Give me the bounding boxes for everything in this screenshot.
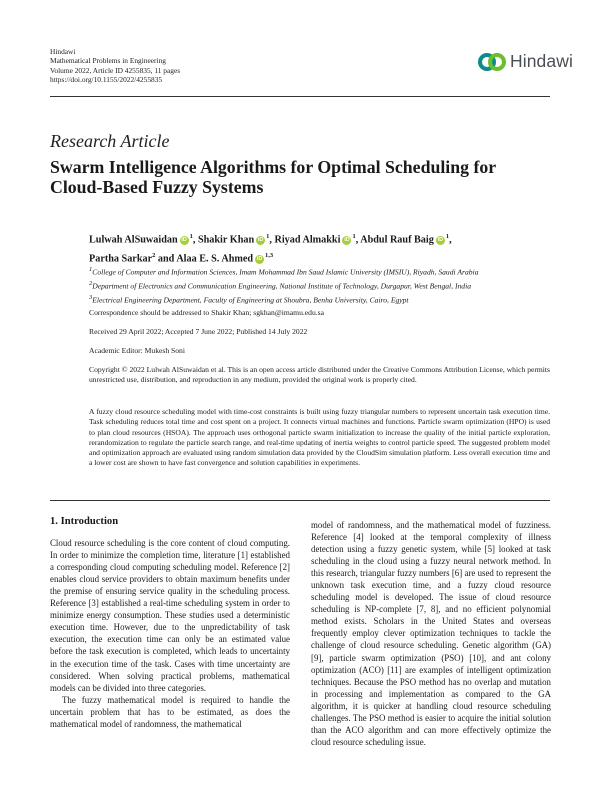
logo-wordmark: Hindawi bbox=[510, 51, 573, 71]
article-type: Research Article bbox=[50, 131, 170, 151]
orcid-icon[interactable]: iD bbox=[437, 237, 444, 244]
abstract: A fuzzy cloud resource scheduling model with time-cost constraints is built using fuzzy triangular numbers to represent uncertain task execution time. Task scheduling reduces total time and cost spent on a project. It connects virtual machines and functions. Particle swarm optimization (HPO) is used to plan cloud resources (HSOA). The approach uses orthogonal particle swarm initialization to increase the quality of the initial particle exploration, rerandomization to regulate the particle search range, and real-time updating of inertia weights to control particle speed. The suggested problem model and optimization approach are evaluated using random simulation data provided by the CloudSim simulation platform. Less overall execution time and a lower cost are shown to have fast convergence and solution capabilities in experiments. bbox=[89, 407, 550, 468]
copyright-notice: Copyright © 2022 Lulwah AlSuwaidan et al. This is an open access article distributed under the Creative Commons Attribution License, which permits unrestricted use, distribution, and reproduction in any medium, provided the original work is properly cited. bbox=[89, 365, 550, 385]
left-column bbox=[50, 516, 290, 730]
right-column bbox=[311, 519, 551, 748]
author-name: Alaa E. S. Ahmed bbox=[176, 253, 254, 265]
doi-link[interactable]: https://doi.org/10.1155/2022/4255835 bbox=[50, 75, 163, 85]
author-name: Lulwah AlSuwaidan bbox=[89, 234, 178, 246]
author-affil-sup: 1 bbox=[352, 233, 356, 240]
journal-meta bbox=[50, 47, 180, 85]
body-paragraph: The fuzzy mathematical model is required to handle the uncertain problem that has to be estimated, as does the mathematical model of randomness, the mathematical bbox=[50, 694, 290, 729]
affiliation-item: $^3$Electrical Engineering Department, Faculty of Engineering at Shoubra, Benha University, Cairo, Egypt bbox=[89, 293, 409, 305]
journal-name: Mathematical Problems in Engineering bbox=[50, 56, 166, 66]
publisher-name: Hindawi bbox=[50, 47, 76, 56]
abstract-rule bbox=[50, 500, 550, 501]
body-paragraph: Cloud resource scheduling is the core content of cloud computing. In order to minimize the completion time, literature [1] established a corresponding cloud computing scheduling model. Reference [2] enables cloud service providers to obtain maximum benefits under the premise of ensuring service quality in the scheduling process. Reference [3] established a real-time scheduling system in order to minimize energy consumption. These studies used a deterministic execution time. However, due to the unpredictability of task execution, the execution time can only be an estimated value before the task execution is completed, which leads to uncertainty in the execution time of the task. Cases with time uncertainty are considered. When solving practical problems, mathematical models can be divided into three categories. bbox=[50, 538, 290, 693]
body-paragraph: model of randomness, and the mathematical model of fuzziness. Reference [4] looked at the temporal complexity of illness detection using a fuzzy genetic system, while [5] looked at task scheduling in the cloud using a fuzzy neural network method. In this research, triangular fuzzy numbers [6] are used to represent the unknown task execution time, and a fuzzy cloud resource scheduling model is developed. The issue of cloud resource scheduling is NP-complete [7, 8], and no efficient polynomial method exists. Scholars in the United States and overseas frequently employ clever optimization techniques to tackle the challenge of cloud resource scheduling. Genetic algorithm (GA) [9], particle swarm optimization (PSO) [10], and ant colony optimization (ACO) [11] are examples of intelligent optimization techniques. Because the PSO method has no overlap and mutation in processing and implementation as compared to the GA algorithm, it is quicker at handling cloud resource scheduling challenges. The PSO method is easier to acquire the initial solution than the ACO algorithm and can more effectively optimize the cloud resource scheduling issue. bbox=[311, 520, 551, 747]
header-rule bbox=[50, 96, 550, 97]
academic-editor: Academic Editor: Mukesh Soni bbox=[89, 346, 185, 355]
affiliation-item: $^1$College of Computer and Information Sciences, Imam Mohammad Ibn Saud Islamic University (IMSIU), Riyadh, Saudi Arabia bbox=[89, 266, 479, 277]
orcid-icon[interactable]: iD bbox=[256, 256, 263, 263]
author-affil-sup: 1,3 bbox=[265, 251, 274, 259]
affiliation-item: $^2$Department of Electronics and Communication Engineering, National Institute of Technology, Durgapur, West Bengal, India bbox=[89, 279, 471, 291]
author-name: Partha Sarkar bbox=[89, 253, 153, 265]
affiliations bbox=[89, 264, 559, 305]
paper-title: Swarm Intelligence Algorithms for Optimal Scheduling for Cloud-Based Fuzzy Systems bbox=[50, 157, 496, 197]
hindawi-logo bbox=[478, 51, 573, 72]
section-heading: 1. Introduction bbox=[50, 516, 119, 527]
author-affil-sup: 2 bbox=[152, 251, 156, 259]
author-name: Abdul Rauf Baig bbox=[360, 234, 434, 246]
hindawi-logo-icon bbox=[478, 52, 506, 72]
author-affil-sup: 1 bbox=[189, 233, 193, 240]
correspondence: Correspondence should be addressed to Shakir Khan; sgkhan@imamu.edu.sa bbox=[89, 308, 324, 317]
orcid-icon[interactable]: iD bbox=[344, 237, 350, 244]
author-affil-sup: 1 bbox=[445, 233, 450, 240]
author-name: Riyad Almakki bbox=[274, 234, 341, 246]
publication-dates: Received 29 April 2022; Accepted 7 June 2022; Published 14 July 2022 bbox=[89, 327, 308, 336]
volume-info: Volume 2022, Article ID 4255835, 11 pages bbox=[50, 65, 181, 75]
orcid-icon[interactable]: iD bbox=[257, 237, 264, 244]
author-name: Shakir Khan bbox=[197, 234, 255, 246]
author-affil-sup: 1 bbox=[266, 233, 270, 240]
orcid-icon[interactable]: iD bbox=[181, 237, 187, 244]
author-list: Lulwah AlSuwaidan $iD^1$, Shakir Khan $iD^1$, Riyad Almakki $iD^1$, Abdul Rauf Baig $iD^1$, Partha Sarkar$^2$ and Alaa E. S. Ahmed iD$^{1,3}$ bbox=[89, 233, 452, 265]
